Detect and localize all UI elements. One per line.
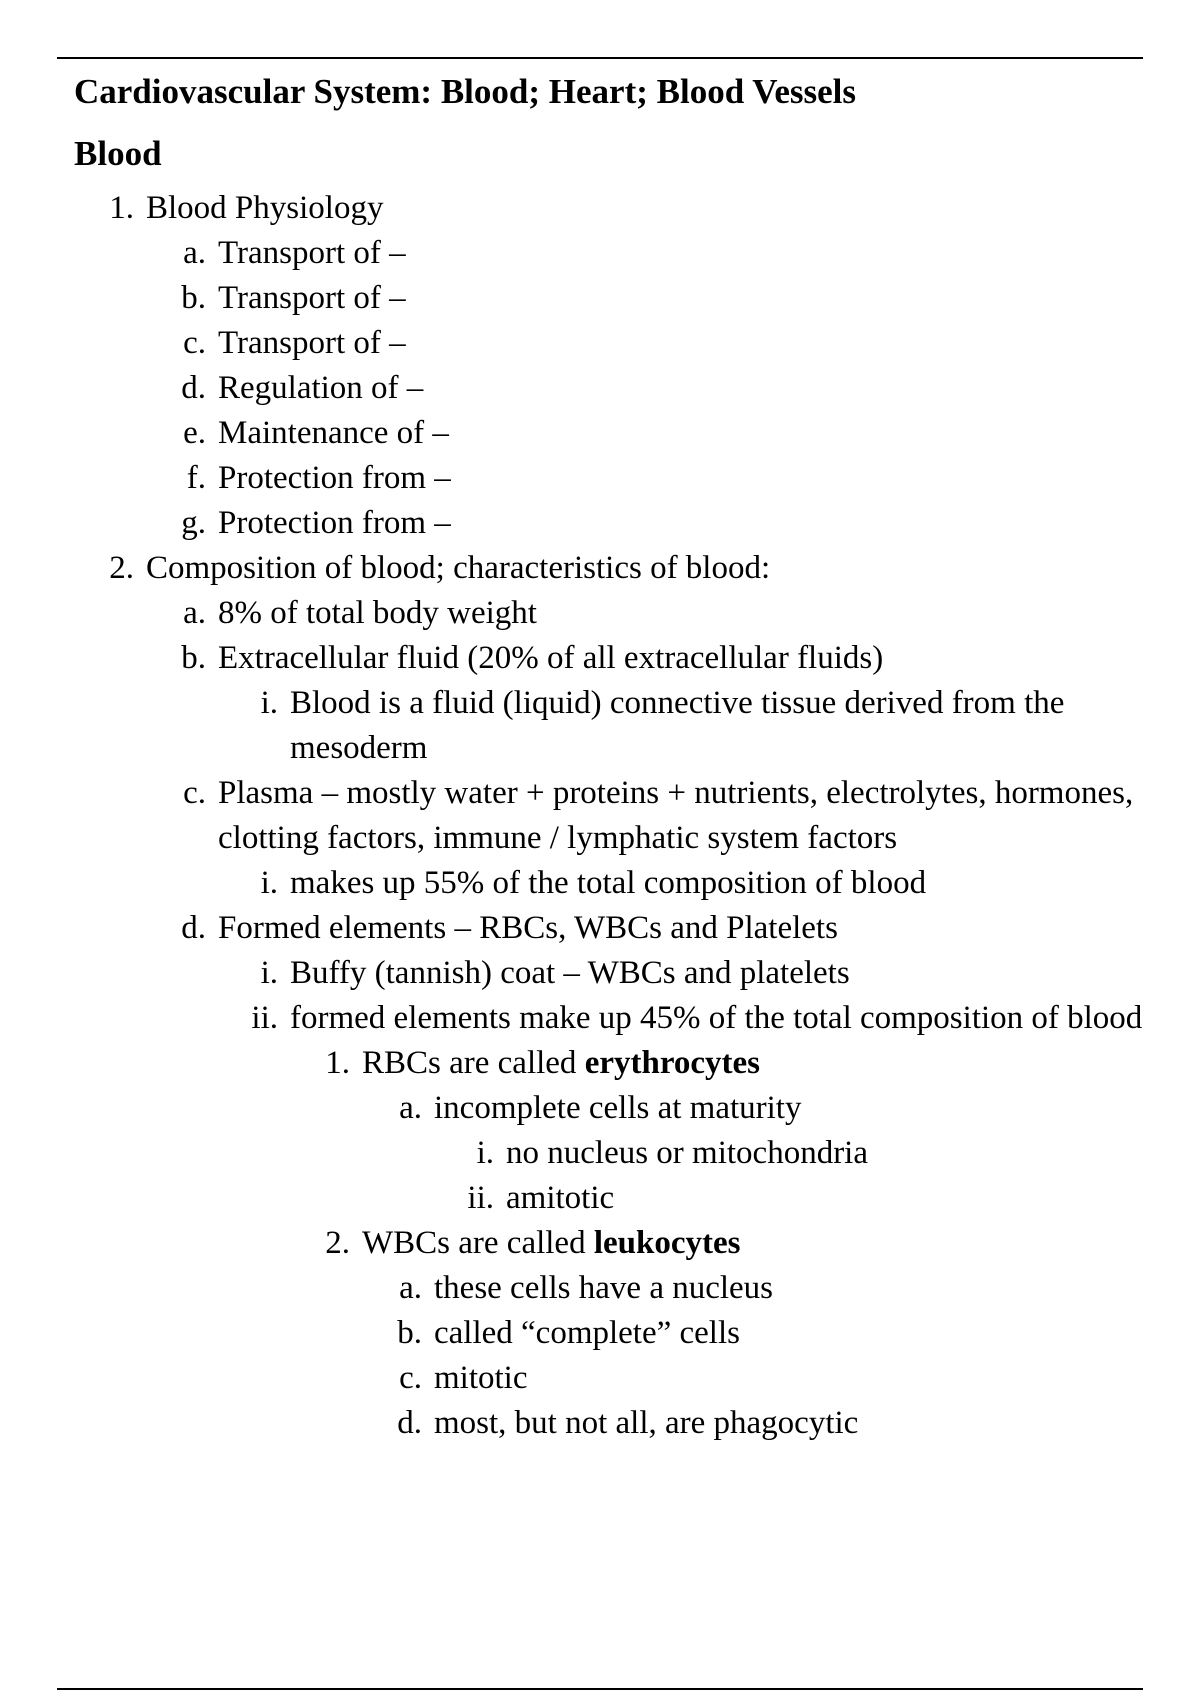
list-item-text: 8% of total body weight xyxy=(218,595,537,631)
list-item-text: Protection from – xyxy=(218,460,451,496)
list-item-text: Formed elements – RBCs, WBCs and Platelets xyxy=(218,910,838,946)
list-item xyxy=(397,1311,1144,1356)
section-heading: Blood xyxy=(74,134,162,173)
outline-level-5 xyxy=(397,1266,1144,1446)
list-item xyxy=(109,186,1144,546)
list-item xyxy=(186,456,1144,501)
list-item-text: called “complete” cells xyxy=(434,1315,740,1351)
list-item-text: Transport of – xyxy=(218,280,406,316)
list-marker: g. xyxy=(181,505,206,541)
list-marker: c. xyxy=(183,325,206,361)
list-item-text: WBCs are called xyxy=(362,1225,594,1261)
list-item-text: Composition of blood; characteristics of blood: xyxy=(146,550,771,586)
list-item xyxy=(181,501,1144,546)
list-item-text: these cells have a nucleus xyxy=(434,1270,774,1306)
term-leukocytes: leukocytes xyxy=(593,1225,741,1261)
list-marker: d. xyxy=(181,370,206,406)
list-marker: c. xyxy=(183,775,206,811)
list-marker: a. xyxy=(183,595,206,631)
list-marker: d. xyxy=(397,1405,422,1441)
list-marker: 1. xyxy=(109,190,134,226)
list-item-text: Transport of – xyxy=(218,235,406,271)
list-item-text: amitotic xyxy=(506,1180,615,1216)
list-item-text: makes up 55% of the total composition of blood xyxy=(290,865,927,901)
list-item-text: Blood Physiology xyxy=(146,190,384,226)
outline-level-6 xyxy=(467,1131,1144,1221)
list-item xyxy=(183,771,1144,906)
list-item-text: Blood is a fluid (liquid) connective tissue derived from the mesoderm xyxy=(290,685,1065,766)
list-marker: 2. xyxy=(109,550,134,586)
list-item xyxy=(183,321,1144,366)
list-item-text: Transport of – xyxy=(218,325,406,361)
top-rule xyxy=(57,57,1143,59)
list-marker: c. xyxy=(399,1360,422,1396)
list-item xyxy=(181,366,1144,411)
outline-level-2 xyxy=(181,591,1144,1446)
list-item xyxy=(397,1401,1144,1446)
list-item xyxy=(181,906,1144,1446)
list-item-text: most, but not all, are phagocytic xyxy=(434,1405,859,1441)
list-marker: e. xyxy=(183,415,206,451)
outline-level-3 xyxy=(260,681,1144,771)
list-item-text: Buffy (tannish) coat – WBCs and platelets xyxy=(290,955,850,991)
list-item xyxy=(476,1131,1144,1176)
list-item-text: mitotic xyxy=(434,1360,528,1396)
list-item xyxy=(181,636,1144,771)
document-body xyxy=(74,70,1144,1446)
list-marker: b. xyxy=(181,640,206,676)
list-item-text: Regulation of – xyxy=(218,370,424,406)
outline-level-1 xyxy=(109,186,1144,1446)
list-marker: i. xyxy=(260,955,278,991)
list-item xyxy=(251,996,1144,1446)
list-item xyxy=(260,951,1144,996)
list-item xyxy=(183,411,1144,456)
list-item xyxy=(325,1221,1144,1446)
list-item-text: incomplete cells at maturity xyxy=(434,1090,802,1126)
list-item xyxy=(183,591,1144,636)
page-title: Cardiovascular System: Blood; Heart; Blood Vessels xyxy=(74,72,856,111)
list-marker: a. xyxy=(399,1270,422,1306)
outline-level-4 xyxy=(325,1041,1144,1446)
list-item xyxy=(260,681,1144,771)
term-erythrocytes: erythrocytes xyxy=(584,1045,760,1081)
outline-level-5 xyxy=(399,1086,1144,1221)
list-item xyxy=(109,546,1144,1446)
list-marker: b. xyxy=(397,1315,422,1351)
list-item-text: Maintenance of – xyxy=(218,415,449,451)
list-marker: f. xyxy=(186,460,206,496)
list-marker: i. xyxy=(260,865,278,901)
list-item xyxy=(467,1176,1144,1221)
list-item xyxy=(325,1041,1144,1221)
outline-level-3 xyxy=(251,951,1144,1446)
list-item-text: RBCs are called xyxy=(362,1045,585,1081)
list-item-text: no nucleus or mitochondria xyxy=(506,1135,869,1171)
list-item xyxy=(181,276,1144,321)
list-marker: d. xyxy=(181,910,206,946)
list-item xyxy=(399,1086,1144,1221)
list-marker: ii. xyxy=(467,1180,494,1216)
list-item-text: Protection from – xyxy=(218,505,451,541)
outline-level-3 xyxy=(260,861,1144,906)
list-item xyxy=(399,1266,1144,1311)
list-item-text: formed elements make up 45% of the total composition of blood xyxy=(290,1000,1143,1036)
list-marker: 1. xyxy=(325,1045,350,1081)
outline-level-2 xyxy=(181,231,1144,546)
list-marker: b. xyxy=(181,280,206,316)
list-item-text: Extracellular fluid (20% of all extracellular fluids) xyxy=(218,640,884,676)
list-marker: a. xyxy=(183,235,206,271)
list-marker: a. xyxy=(399,1090,422,1126)
list-marker: ii. xyxy=(251,1000,278,1036)
list-item xyxy=(183,231,1144,276)
bottom-rule xyxy=(57,1688,1143,1690)
list-marker: 2. xyxy=(325,1225,350,1261)
list-item xyxy=(260,861,1144,906)
list-item xyxy=(399,1356,1144,1401)
list-marker: i. xyxy=(260,685,278,721)
list-marker: i. xyxy=(476,1135,494,1171)
list-item-text: Plasma – mostly water + proteins + nutrients, electrolytes, hormones, clotting factors, immune / lymphatic system factors xyxy=(218,775,1134,856)
